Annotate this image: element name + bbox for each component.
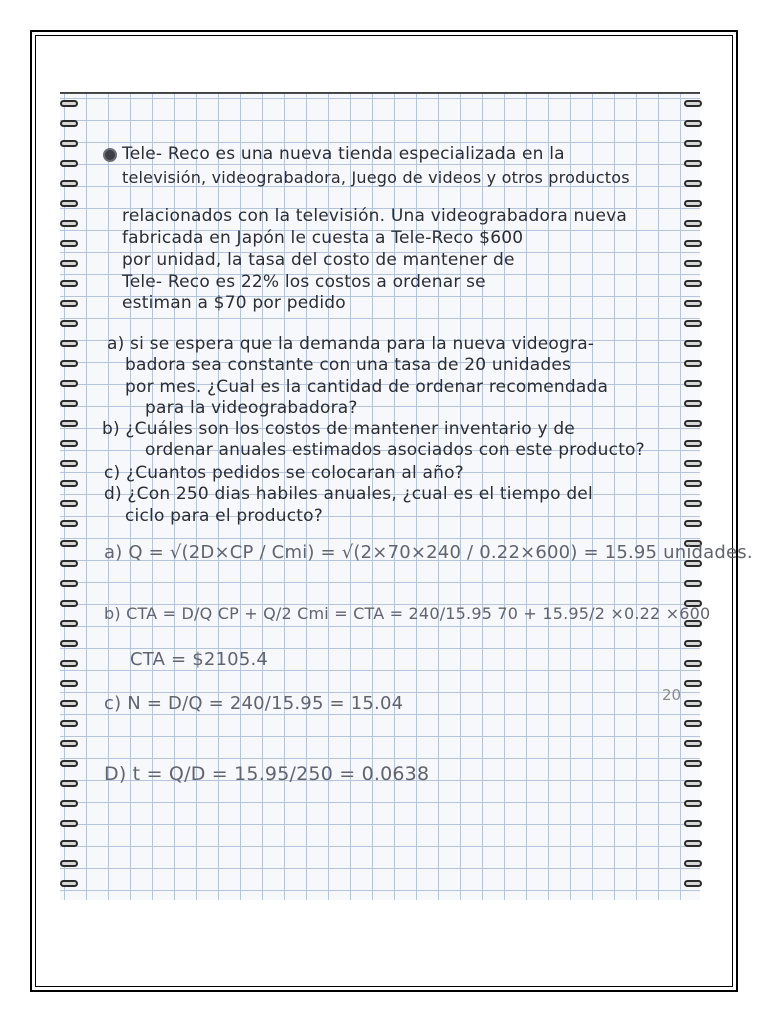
answer-b-total: CTA = $2105.4 — [130, 649, 269, 670]
spiral-ring — [60, 380, 78, 387]
question-line: badora sea constante con una tasa de 20 unidades — [125, 355, 572, 375]
spiral-ring — [60, 480, 78, 487]
spiral-ring — [684, 700, 702, 707]
spiral-ring — [684, 500, 702, 507]
spiral-ring — [684, 840, 702, 847]
spiral-ring — [60, 280, 78, 287]
problem-line: relacionados con la televisión. Una videograbadora nueva — [122, 206, 628, 226]
spiral-ring — [60, 660, 78, 667]
spiral-ring — [684, 420, 702, 427]
spiral-ring — [684, 200, 702, 207]
spiral-ring — [684, 580, 702, 587]
spiral-ring — [60, 760, 78, 767]
spiral-ring — [684, 740, 702, 747]
spiral-ring — [684, 180, 702, 187]
spiral-ring — [60, 720, 78, 727]
spiral-ring — [60, 300, 78, 307]
answer-d: D) t = Q/D = 15.95/250 = 0.0638 — [104, 763, 430, 785]
spiral-ring — [60, 860, 78, 867]
spiral-ring — [60, 580, 78, 587]
spiral-ring — [684, 160, 702, 167]
spiral-ring — [684, 320, 702, 327]
spiral-ring — [60, 680, 78, 687]
question-line: a) si se espera que la demanda para la nueva videogra- — [107, 334, 595, 354]
spiral-ring — [684, 480, 702, 487]
spiral-ring — [684, 340, 702, 347]
spiral-ring — [684, 680, 702, 687]
question-line: c) ¿Cuantos pedidos se colocaran al año? — [104, 463, 464, 483]
spiral-ring — [684, 300, 702, 307]
spiral-ring — [60, 160, 78, 167]
problem-line: fabricada en Japón le cuesta a Tele-Reco $600 — [122, 228, 524, 248]
spiral-ring — [60, 880, 78, 887]
spiral-ring — [684, 460, 702, 467]
spiral-ring — [684, 400, 702, 407]
spiral-ring — [60, 320, 78, 327]
spiral-ring — [684, 820, 702, 827]
spiral-ring — [684, 220, 702, 227]
spiral-ring — [60, 100, 78, 107]
spiral-ring — [684, 640, 702, 647]
spiral-ring — [684, 280, 702, 287]
spiral-ring — [60, 420, 78, 427]
spiral-ring — [60, 200, 78, 207]
problem-line: estiman a $70 por pedido — [122, 293, 346, 313]
spiral-ring — [60, 360, 78, 367]
spiral-ring — [684, 440, 702, 447]
spiral-ring — [60, 800, 78, 807]
spiral-ring — [684, 380, 702, 387]
spiral-ring — [60, 700, 78, 707]
spiral-ring — [60, 620, 78, 627]
question-line: ciclo para el producto? — [125, 506, 323, 526]
spiral-ring — [60, 240, 78, 247]
spiral-ring — [684, 120, 702, 127]
spiral-ring — [60, 140, 78, 147]
spiral-ring — [60, 600, 78, 607]
spiral-ring — [60, 520, 78, 527]
spiral-ring — [60, 740, 78, 747]
spiral-ring — [684, 760, 702, 767]
problem-line: Tele- Reco es una nueva tienda especializada en la — [122, 144, 565, 164]
spiral-ring — [60, 840, 78, 847]
answer-a: a) Q = √(2D×CP / Cmi) = √(2×70×240 / 0.22×600) = 15.95 unidades. — [104, 542, 753, 563]
bullet-icon — [103, 148, 117, 162]
spiral-ring — [60, 260, 78, 267]
spiral-ring — [60, 560, 78, 567]
spiral-ring — [60, 440, 78, 447]
answer-c: c) N = D/Q = 240/15.95 = 15.04 — [104, 693, 404, 714]
margin-number: 20 — [662, 686, 682, 704]
spiral-ring — [60, 460, 78, 467]
spiral-ring — [684, 800, 702, 807]
spiral-ring — [60, 180, 78, 187]
answer-b: b) CTA = D/Q CP + Q/2 Cmi = CTA = 240/15.95 70 + 15.95/2 ×0.22 ×600 — [104, 604, 711, 623]
spiral-ring — [684, 140, 702, 147]
spiral-ring — [60, 820, 78, 827]
spiral-ring — [684, 780, 702, 787]
spiral-ring — [684, 240, 702, 247]
spiral-ring — [684, 860, 702, 867]
question-line: ordenar anuales estimados asociados con este producto? — [145, 440, 645, 460]
spiral-ring — [60, 120, 78, 127]
spiral-ring — [684, 880, 702, 887]
spiral-binding-right — [678, 100, 708, 900]
spiral-ring — [60, 340, 78, 347]
spiral-ring — [684, 520, 702, 527]
question-line: d) ¿Con 250 dias habiles anuales, ¿cual es el tiempo del — [104, 484, 593, 504]
spiral-ring — [60, 220, 78, 227]
spiral-ring — [60, 540, 78, 547]
spiral-ring — [684, 260, 702, 267]
question-line: por mes. ¿Cual es la cantidad de ordenar recomendada — [125, 377, 609, 397]
spiral-ring — [60, 400, 78, 407]
spiral-binding-left — [58, 100, 88, 900]
spiral-ring — [60, 640, 78, 647]
problem-line: televisión, videograbadora, Juego de videos y otros productos — [122, 168, 630, 187]
spiral-ring — [684, 360, 702, 367]
spiral-ring — [684, 720, 702, 727]
question-line: para la videograbadora? — [145, 398, 358, 418]
question-line: b) ¿Cuáles son los costos de mantener inventario y de — [102, 419, 575, 439]
spiral-ring — [684, 100, 702, 107]
spiral-ring — [60, 500, 78, 507]
problem-line: Tele- Reco es 22% los costos a ordenar se — [122, 272, 486, 292]
problem-line: por unidad, la tasa del costo de mantener de — [122, 250, 515, 270]
spiral-ring — [60, 780, 78, 787]
spiral-ring — [684, 660, 702, 667]
